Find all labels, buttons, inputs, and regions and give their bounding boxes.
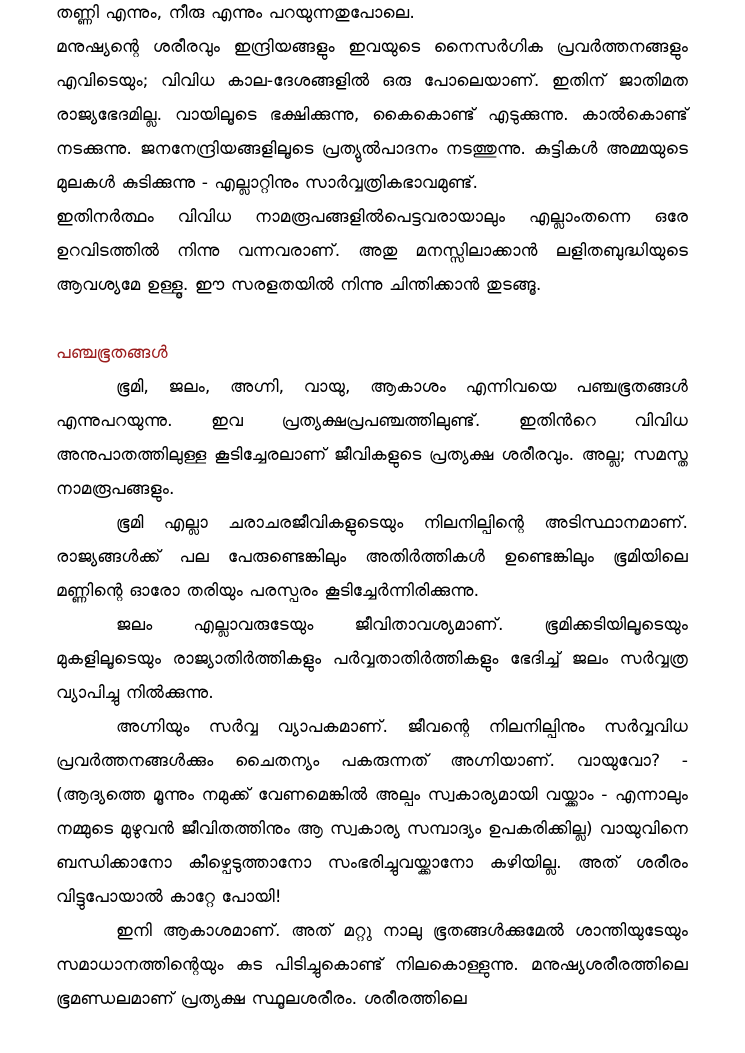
section-paragraph-5: ഇനി ആകാശമാണ്. അത് മറ്റു നാലു ഭൂതങ്ങൾക്കുമേൽ ശാന്തിയുടേയും സമാധാനത്തിന്റെയും കുട പിടിച്ചുകൊണ്ട് നിലകൊള്ളുന്നു. മനുഷ്യശരീരത്തിലെ ഭൂമണ്ഡലമാണ് പ്രത്യക്ഷ സ്ഥൂലശരീരം. ശരീരത്തിലെ	[56, 921, 688, 1009]
intro-paragraph-3: ഇതിനർത്ഥം വിവിധ നാമരൂപങ്ങളിൽപെട്ടവരായാലും എല്ലാംതന്നെ ഒരേ ഉറവിടത്തിൽ നിന്നു വന്നവരാണ്. അതു മനസ്സിലാക്കാൻ ലളിതബുദ്ധിയുടെ ആവശ്യമേ ഉള്ളൂ. ഈ സരളതയിൽ നിന്നു ചിന്തിക്കാൻ തുടങ്ങൂ.	[56, 207, 688, 295]
intro-paragraph-1: തണ്ണി എന്നും, നീരു എന്നും പറയുന്നതുപോലെ.	[56, 3, 415, 23]
document-page	[56, 0, 688, 1016]
section-paragraph-3: ജലം എല്ലാവരുടേയും ജീവിതാവശ്യമാണ്. ഭൂമിക്കടിയിലൂടെയും മുകളിലൂടെയും രാജ്യാതിർത്തികളും പർവ്വതാതിർത്തികളും ഭേദിച്ച് ജലം സർവ്വത്ര വ്യാപിച്ചു നിൽക്കുന്നു.	[56, 615, 688, 703]
section-paragraph-2: ഭൂമി എല്ലാ ചരാചരജീവികളുടെയും നിലനില്പിന്റെ അടിസ്ഥാനമാണ്. രാജ്യങ്ങൾക്ക് പല പേരുണ്ടെങ്കിലും അതിർത്തികൾ ഉണ്ടെങ്കിലും ഭൂമിയിലെ മണ്ണിന്റെ ഓരോ തരിയും പരസ്പരം കൂടിച്ചേർന്നിരിക്കുന്നു.	[56, 513, 688, 601]
section-paragraph-1: ഭൂമി, ജലം, അഗ്നി, വായു, ആകാശം എന്നിവയെ പഞ്ചഭൂതങ്ങൾ എന്നുപറയുന്നു. ഇവ പ്രത്യക്ഷപ്രപഞ്ചത്തിലുണ്ട്. ഇതിൻറെ വിവിധ അനുപാതത്തിലുള്ള കൂടിച്ചേരലാണ് ജീവികളുടെ പ്രത്യക്ഷ ശരീരവും. അല്ല; സമസ്ത നാമരൂപങ്ങളും.	[56, 377, 688, 499]
section-heading: പഞ്ചഭൂതങ്ങൾ	[56, 343, 168, 363]
intro-paragraph-2: മനുഷ്യന്റെ ശരീരവും ഇന്ദ്രിയങ്ങളും ഇവയുടെ നൈസർഗിക പ്രവർത്തനങ്ങളും എവിടെയും; വിവിധ കാല-ദേശങ്ങളിൽ ഒരു പോലെയാണ്. ഇതിന് ജാതിമത രാജ്യഭേദമില്ല. വായിലൂടെ ഭക്ഷിക്കുന്നു, കൈകൊണ്ട് എടുക്കുന്നു. കാൽകൊണ്ട് നടക്കുന്നു. ജനനേന്ദ്രിയങ്ങളിലൂടെ പ്രത്യുൽപാദനം നടത്തുന്നു. കുട്ടികൾ അമ്മയുടെ മുലകൾ കുടിക്കുന്നു - എല്ലാറ്റിനും സാർവ്വത്രികഭാവമുണ്ട്.	[56, 37, 688, 193]
section-paragraph-4: അഗ്നിയും സർവ്വ വ്യാപകമാണ്. ജീവന്റെ നിലനില്പിനും സർവ്വവിധ പ്രവർത്തനങ്ങൾക്കും ചൈതന്യം പകരുന്നത് അഗ്നിയാണ്. വായുവോ? - (ആദ്യത്തെ മൂന്നും നമുക്ക് വേണമെങ്കിൽ അല്പം സ്വകാര്യമായി വയ്ക്കാം - എന്നാലും നമ്മുടെ മുഴുവൻ ജീവിതത്തിനും ആ സ്വകാര്യ സമ്പാദ്യം ഉപകരിക്കില്ല) വായുവിനെ ബന്ധിക്കാനോ കീഴ്പെടുത്താനോ സംഭരിച്ചുവയ്ക്കാനോ കഴിയില്ല. അത് ശരീരം വിട്ടുപോയാൽ കാറ്റേ പോയി!	[56, 717, 688, 907]
